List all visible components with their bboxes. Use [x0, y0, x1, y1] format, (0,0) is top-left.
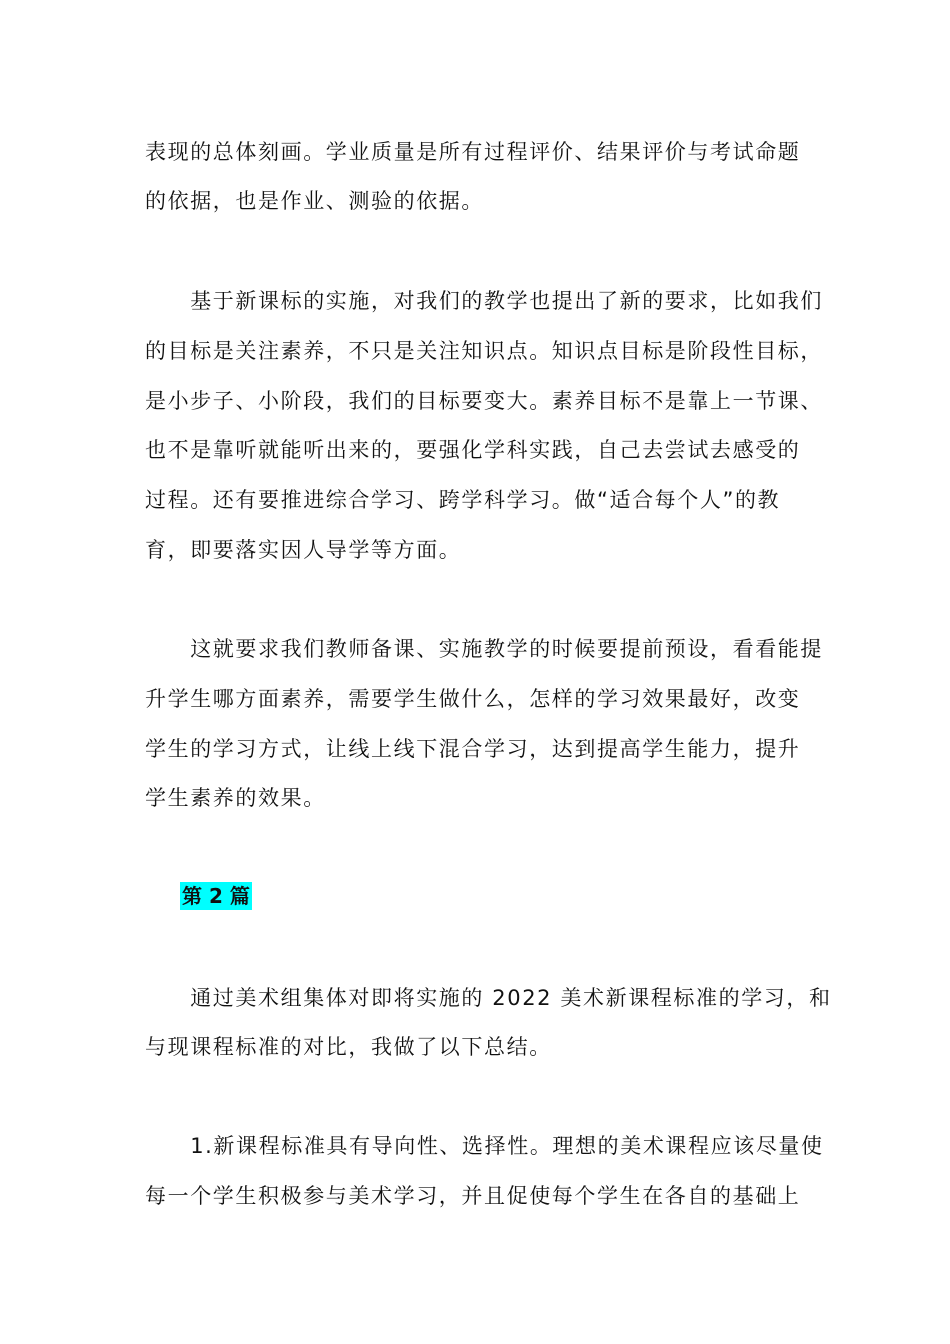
- paragraph-3-line-4: 学生素养的效果。: [145, 786, 326, 810]
- section2-paragraph-1-line-1: 通过美术组集体对即将实施的 2022 美术新课程标准的学习，和: [145, 986, 832, 1010]
- paragraph-2-line-1: 基于新课标的实施，对我们的教学也提出了新的要求，比如我们: [145, 289, 823, 313]
- section2-paragraph-1-line-2: 与现课程标准的对比，我做了以下总结。: [145, 1035, 552, 1059]
- paragraph-3-line-3: 学生的学习方式，让线上线下混合学习，达到提高学生能力，提升: [145, 737, 801, 761]
- paragraph-2-line-3: 是小步子、小阶段，我们的目标要变大。素养目标不是靠上一节课、: [145, 389, 823, 413]
- paragraph-2-line-6: 育，即要落实因人导学等方面。: [145, 538, 462, 562]
- paragraph-2-line-5: 过程。还有要推进综合学习、跨学科学习。做“适合每个人”的教: [145, 488, 781, 512]
- paragraph-2-line-2: 的目标是关注素养，不只是关注知识点。知识点目标是阶段性目标，: [145, 339, 823, 363]
- paragraph-2-line-4: 也不是靠听就能听出来的，要强化学科实践，自己去尝试去感受的: [145, 438, 801, 462]
- paragraph-1-line-1: 表现的总体刻画。学业质量是所有过程评价、结果评价与考试命题: [145, 140, 801, 164]
- paragraph-3-line-2: 升学生哪方面素养，需要学生做什么，怎样的学习效果最好，改变: [145, 687, 801, 711]
- paragraph-1-line-2: 的依据，也是作业、测验的依据。: [145, 189, 484, 213]
- section2-paragraph-2-line-1: 1.新课程标准具有导向性、选择性。理想的美术课程应该尽量使: [145, 1134, 824, 1158]
- section2-paragraph-2-line-2: 每一个学生积极参与美术学习，并且促使每个学生在各自的基础上: [145, 1184, 801, 1208]
- section-heading: 第 2 篇: [182, 884, 250, 908]
- paragraph-3-line-1: 这就要求我们教师备课、实施教学的时候要提前预设，看看能提: [145, 637, 823, 661]
